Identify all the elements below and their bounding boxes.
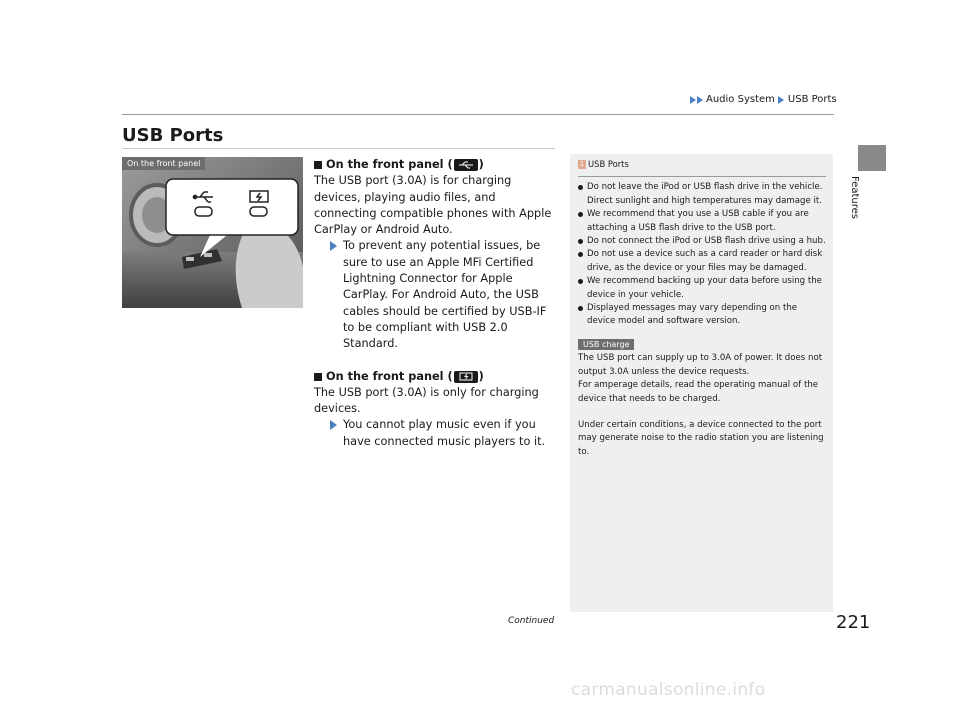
bullet-icon — [578, 306, 583, 311]
section-tab-marker — [858, 145, 886, 171]
section-tab-label[interactable]: Features — [849, 176, 860, 219]
list-item: We recommend backing up your data before using the device in your vehicle. — [578, 275, 826, 302]
continued-label: Continued — [508, 616, 555, 626]
usb-icon — [454, 159, 478, 171]
charging-icon — [454, 371, 478, 383]
bullet-icon — [578, 279, 583, 284]
list-item: You cannot play music even if you have connected music players to it. — [314, 417, 552, 450]
reference-number: 1 — [579, 160, 585, 169]
console-illustration — [122, 157, 303, 308]
list-item: We recommend that you use a USB cable if you are attaching a USB flash drive to the USB port. — [578, 208, 826, 235]
list-item: Do not use a device such as a card reader or hard disk drive, as the device or your files may be damaged. — [578, 248, 826, 275]
arrow-icon — [330, 241, 337, 251]
watermark: carmanualsonline.info — [571, 680, 766, 700]
list-item: Displayed messages may vary depending on the device model and software version. — [578, 302, 826, 329]
header-divider — [122, 114, 834, 115]
arrow-icon — [690, 96, 696, 104]
notes-panel — [570, 154, 833, 612]
list-item: Do not connect the iPod or USB flash drive using a hub. — [578, 235, 826, 248]
section-body: The USB port (3.0A) is only for charging devices. — [314, 385, 539, 416]
square-bullet-icon — [314, 161, 322, 169]
section-heading: On the front panel ( ) — [314, 157, 552, 173]
bullet-icon — [578, 185, 583, 190]
notes-paragraph: Under certain conditions, a device connected to the port may generate noise to the radio station you are listening to. — [578, 419, 824, 457]
section-heading: On the front panel ( ) — [314, 369, 552, 385]
title-divider — [122, 148, 555, 149]
arrow-icon — [778, 96, 784, 104]
arrow-icon — [697, 96, 703, 104]
square-bullet-icon — [314, 373, 322, 381]
notes-heading: 1 USB Ports — [579, 159, 629, 169]
front-panel-photo — [122, 157, 303, 308]
breadcrumb-item-audio-system[interactable]: Audio System — [706, 94, 775, 105]
breadcrumb-item-usb-ports[interactable]: USB Ports — [787, 94, 837, 105]
usb-charge-badge: USB charge — [578, 339, 634, 350]
notes-divider — [578, 176, 826, 177]
page-number: 221 — [836, 612, 871, 633]
page-title: USB Ports — [122, 125, 224, 146]
section-body: The USB port (3.0A) is for charging devices, playing audio files, and connecting compatible phones with Apple CarPlay or Android Auto. — [314, 174, 552, 237]
notes-paragraph: For amperage details, read the operating manual of the device that needs to be charged. — [578, 380, 819, 404]
bullet-icon — [578, 252, 583, 257]
list-item: To prevent any potential issues, be sure to use an Apple MFi Certified Lightning Connector for Apple CarPlay. For Android Auto, the USB cables should be certified by USB-IF to be compliant with USB 2.0 Standard. — [314, 238, 552, 352]
image-caption: On the front panel — [122, 157, 205, 170]
breadcrumb — [690, 94, 837, 105]
main-content — [314, 157, 552, 450]
notes-paragraph: The USB port can supply up to 3.0A of power. It does not output 3.0A unless the device requests. — [578, 353, 823, 377]
bullet-icon — [578, 239, 583, 244]
arrow-icon — [330, 420, 337, 430]
bullet-icon — [578, 212, 583, 217]
list-item: Do not leave the iPod or USB flash drive in the vehicle. Direct sunlight and high temperatures may damage it. — [578, 181, 826, 208]
